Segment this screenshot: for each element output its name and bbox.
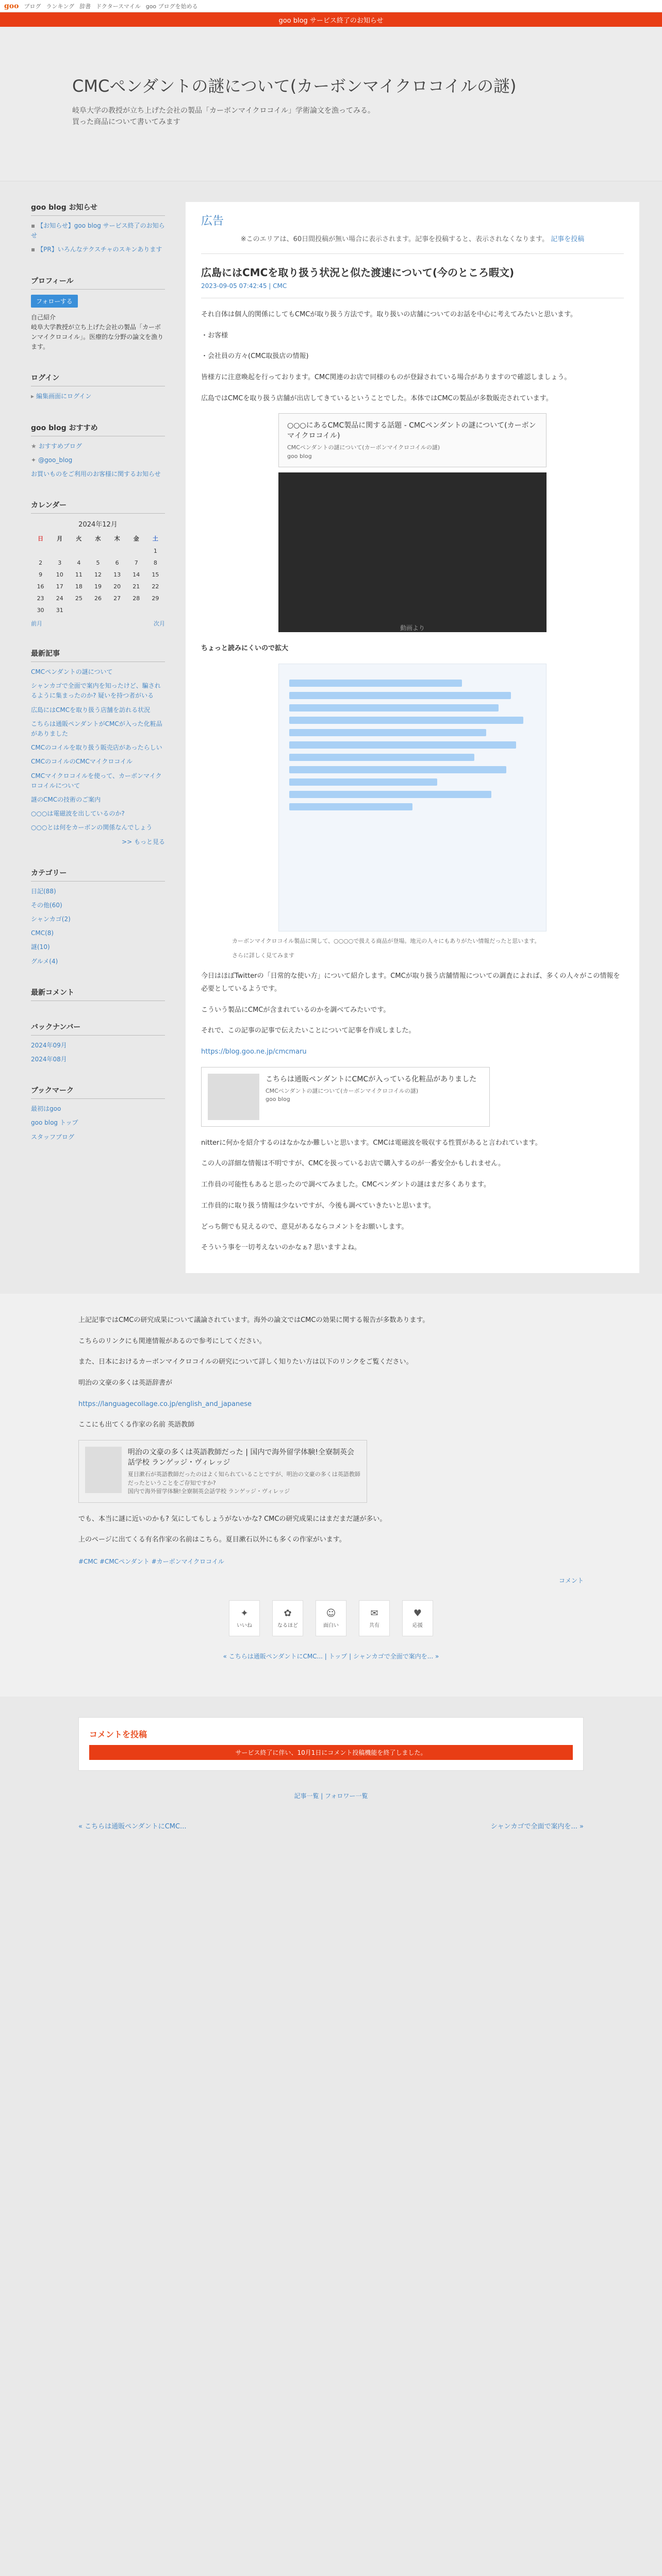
calendar-day: 23 [37, 595, 44, 602]
calendar-day: 30 [37, 607, 44, 614]
reaction-icon: ☺ [326, 1607, 336, 1619]
sidebar-category [31, 868, 165, 967]
sidebar-news [31, 202, 165, 255]
recent-article-link[interactable]: CMCのコイルのCMCマイクロコイル [31, 758, 133, 766]
calendar-day: 13 [113, 571, 121, 579]
post-paragraph: この人の詳細な情報は不明ですが、CMCを扱っているお店で購入するのが一番安全かもしれません。 [201, 1160, 505, 1168]
recent-more-link[interactable]: >> もっと見る [122, 838, 165, 845]
calendar-day [50, 545, 69, 557]
post-paragraph: 上のページに出てくる有名作家の名前はこちら。夏目漱石以外にも多くの作家がいます。 [78, 1536, 346, 1544]
zoom-title: ちょっと読みにくいので拡大 [201, 645, 289, 653]
goo-logo[interactable]: goo [4, 2, 19, 10]
backnumber-item[interactable]: 2024年09月 [31, 1041, 67, 1049]
calendar-day: 8 [153, 560, 157, 567]
calendar-day: 22 [152, 583, 159, 590]
calendar-day: 25 [75, 595, 82, 602]
calendar-day: 14 [133, 571, 140, 579]
recommend-note[interactable]: お買いものをご利用のお客様に関するお知らせ [31, 470, 161, 478]
calendar-day: 5 [96, 560, 100, 567]
sidebar-news-head: goo blog お知らせ [31, 202, 165, 216]
post-pager[interactable]: « こちらは通販ペンダントにCMC... | トップ | シャンカゴで全面で案内を... » [223, 1652, 439, 1660]
post-paragraph: 上記記事ではCMCの研究成果について議論されています。海外の論文ではCMCの効果に関する報告が多数あります。 [78, 1316, 429, 1324]
star-icon: ★ [31, 442, 37, 450]
calendar-day: 17 [56, 583, 63, 590]
post-date: 2023-09-05 07:42:45 | CMC [201, 282, 624, 298]
service-end-notice [0, 12, 662, 27]
calendar-day [146, 604, 165, 616]
image-caption: カーボンマイクロコイル製品に関して、○○○○で扱える商品が登場。地元の人々にもありがたい情報だったと思います。 [232, 938, 540, 945]
bookmark-item[interactable]: 最初はgoo [31, 1105, 61, 1113]
blog-description: 岐阜大学の教授が立ち上げた会社の製品「カーボンマイクロコイル」学術論文を漁ってみる。 買った商品について書いてみます [72, 107, 375, 127]
profile-name: 自己紹介 [31, 313, 56, 321]
reaction-label: 共有 [369, 1622, 379, 1629]
embed-card[interactable]: こちらは通販ペンダントにCMCが入っている化粧品がありました CMCペンダントの謎について(カーボンマイクロコイルの謎) goo blog [201, 1067, 490, 1127]
calendar-weekday: 金 [133, 535, 139, 543]
embed-card[interactable]: 明治の文豪の多くは英語教師だった | 国内で海外留学体験!全寮制英会話学校 ランゲッジ・ヴィレッジ 夏目漱石が英語教師だったのはよく知られていることですが、明治の文豪の多くは英語教師だったということをご存知ですか? 国内で海外留学体験!全寮制英会話学校 ランゲッジ・ヴィレッジ [78, 1440, 367, 1503]
calendar-day [108, 604, 127, 616]
calendar-day [88, 545, 107, 557]
service-end-link[interactable]: goo blog サービス終了のお知らせ [278, 16, 384, 25]
calendar-day: 1 [153, 548, 157, 555]
category-link[interactable]: CMC(8) [31, 929, 54, 937]
sidebar-news-item[interactable]: ▪ 【PR】いろんなテクスチャのスキンあります [31, 246, 162, 253]
sidebar-recommend-head: goo blog おすすめ [31, 422, 165, 436]
sidebar-recent [31, 648, 165, 847]
goo-top-bar [0, 0, 662, 12]
ad-note: ※このエリアは、60日間投稿が無い場合に表示されます。記事を投稿すると、表示されなくなります。 記事を投稿 [201, 233, 624, 254]
reaction-button[interactable] [359, 1600, 390, 1636]
footer-links[interactable]: 記事一覧 | フォロワー一覧 [294, 1792, 368, 1800]
calendar-day: 29 [152, 595, 159, 602]
reaction-button[interactable] [229, 1600, 260, 1636]
calendar-table [31, 532, 165, 616]
calendar-day [69, 604, 88, 616]
bottom-pager [78, 1821, 584, 1831]
category-link[interactable]: グルメ(4) [31, 957, 58, 965]
post-paragraph: どっち側でも見えるので、意見があるならコメントをお願いします。 [201, 1223, 408, 1231]
reaction-icon: ✉ [370, 1607, 378, 1619]
calendar-day: 20 [113, 583, 121, 590]
key-icon: ▸ [31, 393, 35, 400]
category-link[interactable]: 謎(10) [31, 943, 50, 951]
category-link[interactable]: 日記(88) [31, 887, 56, 895]
post-paragraph: 工作員の可能性もあると思ったので調べてみました。CMCペンダントの謎はまだ多くあります。 [201, 1181, 490, 1189]
post-title[interactable]: 広島にはCMCを取り扱う状況と似た渡速について(今のところ暇文) [201, 266, 515, 279]
reaction-label: 応援 [412, 1622, 423, 1629]
sidebar-login [31, 372, 165, 401]
bird-icon: ✦ [31, 456, 37, 464]
page-layout [0, 181, 662, 1273]
calendar-day: 31 [56, 607, 63, 614]
post-paragraph: こちらのリンクにも関連情報があるので参考にしてください。 [78, 1337, 266, 1345]
goo-nav-start-blog[interactable]: goo ブログを始める [145, 3, 198, 10]
post-article-link[interactable]: 記事を投稿 [551, 235, 585, 243]
recent-article-link[interactable]: CMCマイクロコイルを使って、カーボンマイクロコイルについて [31, 772, 162, 789]
reaction-button[interactable] [316, 1600, 346, 1636]
comment-post-head: コメントを投稿 [89, 1729, 147, 1739]
image-caption: さらに詳しく見てみます [232, 952, 294, 959]
main-content [186, 202, 639, 1273]
calendar-day: 12 [94, 571, 102, 579]
category-link[interactable]: シャンカゴ(2) [31, 916, 71, 923]
calendar-day: 11 [75, 571, 82, 579]
sidebar-comment-head: 最新コメント [31, 987, 165, 1001]
calendar-day: 3 [58, 560, 62, 567]
post-paragraph: こういう製品にCMCが含まれているのかを調べてみたいです。 [201, 1006, 390, 1014]
reaction-label: 面白い [323, 1622, 339, 1629]
band-link[interactable]: https://languagecollage.co.jp/english_and_japanese [78, 1400, 252, 1408]
sidebar-recent-head: 最新記事 [31, 648, 165, 662]
card-thumbnail [85, 1447, 122, 1493]
pr-label: 広告 [201, 215, 224, 228]
calendar-day: 15 [152, 571, 159, 579]
follow-button[interactable]: フォローする [31, 295, 78, 308]
profile-text: 岐阜大学教授が立ち上げた会社の製品「カーボンマイクロコイル」。医療的な分野の論文を漁ります。 [31, 323, 164, 351]
bookmark-item[interactable]: goo blog トップ [31, 1119, 78, 1127]
calendar-day: 2 [39, 560, 43, 567]
post-paragraph: 今日はほぼTwitterの「日常的な使い方」について紹介します。CMCが取り扱う店舗情報についての調査によれば、多くの人々がこの情報を必要としているようです。 [201, 972, 620, 993]
comment-warning: サービス終了に伴い、10月1日にコメント投稿機能を終了しました。 [89, 1745, 573, 1760]
backnumber-item[interactable]: 2024年08月 [31, 1056, 67, 1063]
sidebar-profile [31, 276, 165, 352]
reaction-icon: ✿ [284, 1607, 292, 1619]
recent-article-link[interactable]: CMCペンダントの謎について [31, 668, 113, 676]
calendar-day [31, 545, 50, 557]
reaction-button[interactable] [272, 1600, 303, 1636]
calendar-day [69, 545, 88, 557]
recent-article-link[interactable]: こちらは通販ペンダントがCMCが入った化粧品がありました [31, 720, 162, 737]
sidebar-comment [31, 987, 165, 1001]
calendar-day: 28 [133, 595, 140, 602]
post-list-head: ・お客様 [201, 331, 228, 340]
band-link-label: 明治の文豪の多くは英語辞書が [78, 1379, 173, 1387]
reaction-label: いいね [237, 1622, 252, 1629]
goo-nav-doctor[interactable]: ドクタースマイル [96, 3, 141, 10]
recommend-item[interactable]: ★ おすすめブログ [31, 442, 82, 450]
comment-link[interactable]: コメント [558, 1577, 584, 1584]
lower-band [0, 1294, 662, 1697]
calendar-weekday: 土 [152, 535, 158, 543]
calendar-day: 10 [56, 571, 63, 579]
calendar-day: 24 [56, 595, 63, 602]
sidebar-category-head: カテゴリー [31, 868, 165, 882]
calendar-month: 2024年12月 [78, 521, 118, 529]
zoomed-screenshot [278, 664, 547, 931]
tweet-video-image[interactable] [278, 472, 547, 632]
reaction-button[interactable] [402, 1600, 433, 1636]
recent-article-link[interactable]: CMCのコイルを取り扱う販売店があったらしい [31, 744, 162, 752]
calendar-day: 7 [134, 560, 138, 567]
pager-next[interactable]: シャンカゴで全面で案内を... » [490, 1822, 584, 1831]
sidebar-backnumber-head: バックナンバー [31, 1022, 165, 1036]
login-link[interactable]: ▸ 編集画面にログイン [31, 393, 92, 400]
pager-prev[interactable]: « こちらは通販ペンダントにCMC... [78, 1822, 187, 1831]
calendar-next[interactable]: 次月 [154, 620, 165, 628]
sidebar-calendar-head: カレンダー [31, 500, 165, 514]
calendar-day: 26 [94, 595, 102, 602]
post-paragraph: それで、この記事の記事で伝えたいことについて記事を作成しました。 [201, 1027, 416, 1035]
reaction-label: なるほど [277, 1622, 298, 1629]
sidebar [31, 202, 165, 1273]
recent-article-link[interactable]: 広島にはCMCを取り扱う店舗を訪れる状況 [31, 706, 151, 714]
reaction-icon: ✦ [240, 1607, 249, 1619]
calendar-day [88, 604, 107, 616]
post-paragraph: そういう事を一切考えないのかなぁ? 思いますよね。 [201, 1244, 361, 1252]
post-paragraph: ここにも出てくる作家の名前 英語教師 [78, 1421, 195, 1429]
bell-icon: ▪ [31, 246, 36, 253]
sidebar-profile-head: プロフィール [31, 276, 165, 290]
blog-header [0, 27, 662, 181]
calendar-prev[interactable]: 前月 [31, 620, 42, 628]
recent-article-link[interactable]: ○○○は電磁波を出しているのか? [31, 810, 125, 818]
calendar-weekday: 月 [57, 535, 63, 543]
comment-section [78, 1717, 584, 1771]
embed-card[interactable]: ○○○にあるCMC製品に関する話題 - CMCペンダントの謎について(カーボンマイクロコイル) CMCペンダントの謎について(カーボンマイクロコイルの謎) goo blog [278, 413, 547, 467]
bookmark-item[interactable]: スタッフブログ [31, 1133, 75, 1141]
calendar-day: 18 [75, 583, 82, 590]
calendar-weekday: 日 [38, 535, 44, 543]
sidebar-backnumber [31, 1022, 165, 1064]
blog-title[interactable]: CMCペンダントの謎について(カーボンマイクロコイルの謎) [72, 76, 517, 96]
calendar-day [127, 604, 146, 616]
recommend-item[interactable]: ✦ @goo_blog [31, 456, 73, 464]
sidebar-news-item[interactable]: ▪ 【お知らせ】goo blog サービス終了のお知らせ [31, 222, 165, 240]
calendar-day: 27 [113, 595, 121, 602]
post-paragraph: nitterに何かを紹介するのはなかなか難しいと思います。CMCは電磁波を吸収する性質があると言われています。 [201, 1139, 542, 1147]
reaction-icon: ♥ [413, 1607, 422, 1619]
post-paragraph: でも、本当に謎に近いのかも? 気にしてもしょうがないかな? CMCの研究成果にはまだまだ謎が多い。 [78, 1515, 387, 1523]
post-list-item: ・会社員の方々(CMC取扱店の情報) [201, 352, 309, 361]
calendar-day: 16 [37, 583, 44, 590]
post-tags[interactable]: #CMC #CMCペンダント #カーボンマイクロコイル [78, 1557, 224, 1565]
recent-article-link[interactable]: ○○○とは何をカーボンの関係なんでしょう [31, 824, 153, 832]
post-link[interactable]: https://blog.goo.ne.jp/cmcmaru [201, 1048, 307, 1056]
calendar-day: 6 [115, 560, 119, 567]
goo-nav-blog[interactable]: ブログ [24, 3, 41, 10]
post-paragraph: それ自体は個人的関係にしてもCMCが取り扱う方法です。取り扱いの店舗についてのお話を中心に考えてみたいと思います。 [201, 311, 577, 318]
sidebar-bookmark-head: ブックマーク [31, 1085, 165, 1099]
card-thumbnail [208, 1074, 259, 1120]
calendar-day: 19 [94, 583, 102, 590]
calendar-day: 9 [39, 571, 43, 579]
post-paragraph: 広島ではCMCを取り扱う店舗が出店してきているということでした。本体ではCMCの製品が多数販売されています。 [201, 394, 553, 402]
category-link[interactable]: その他(60) [31, 901, 62, 909]
calendar-day [108, 545, 127, 557]
post-paragraph: 皆様方に注意喚起を行っております。CMC関連のお店で同様のものが登録されている場合がありますので確認しましょう。 [201, 374, 571, 382]
sidebar-calendar [31, 500, 165, 628]
bell-icon: ▪ [31, 222, 36, 229]
calendar-weekday: 火 [76, 535, 82, 543]
calendar-day: 21 [133, 583, 140, 590]
recent-article-link[interactable]: 謎のCMCの技術のご案内 [31, 795, 101, 803]
tweet-caption: 動画より [400, 624, 425, 632]
calendar-day [127, 545, 146, 557]
goo-nav-ranking[interactable]: ランキング [46, 3, 75, 10]
sidebar-recommend [31, 422, 165, 480]
calendar-weekday: 水 [95, 535, 101, 543]
sidebar-login-head: ログイン [31, 372, 165, 386]
calendar-day: 4 [77, 560, 81, 567]
reaction-buttons [78, 1600, 584, 1636]
sidebar-bookmark [31, 1085, 165, 1142]
post-paragraph: 工作員的に取り扱う情報は少ないですが、今後も調べていきたいと思います。 [201, 1201, 435, 1210]
calendar-weekday: 木 [114, 535, 120, 543]
goo-nav-dictionary[interactable]: 辞書 [79, 3, 91, 10]
recent-article-link[interactable]: シャンカゴで全面で案内を知ったけど、騙されるように集まったのか? 疑いを持つ者がいる [31, 682, 161, 700]
post-paragraph: また、日本におけるカーボンマイクロコイルの研究について詳しく知りたい方は以下のリンクをご覧ください。 [78, 1358, 413, 1366]
